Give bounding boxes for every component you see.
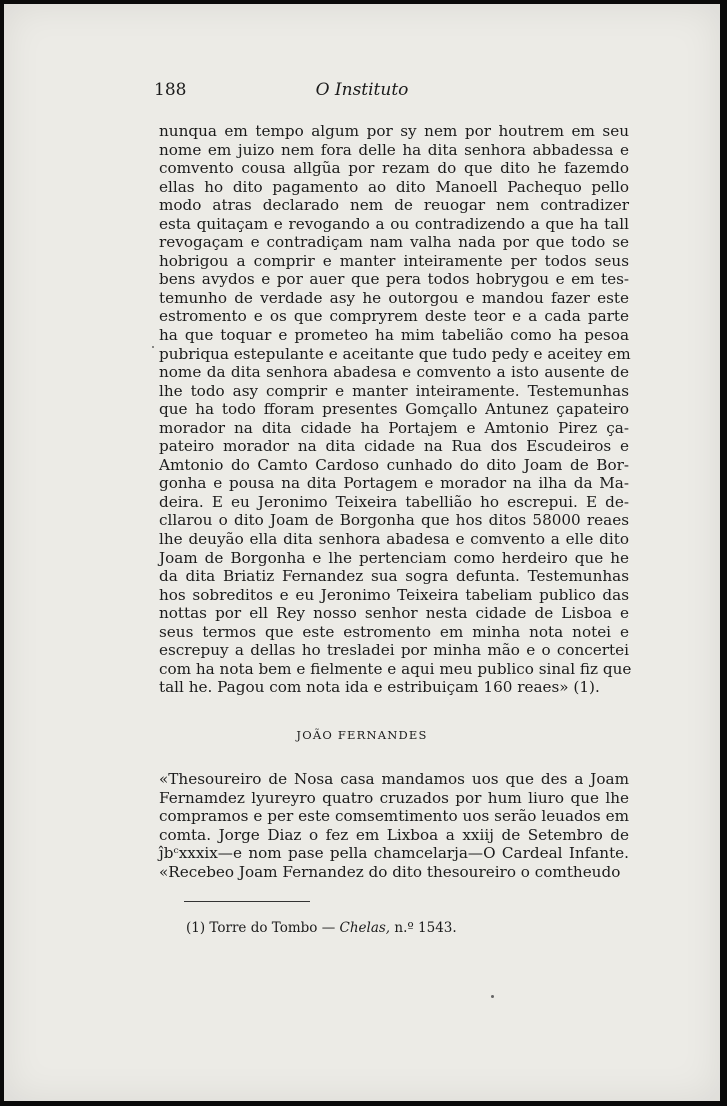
text-line: lhe deuyão ella dita senhora abadesa e comvento a elle dito: [159, 530, 629, 549]
text-line: Fernamdez lyureyro quatro cruzados por hum liuro que lhe: [159, 788, 629, 807]
text-line: nunqua em tempo algum por sy nem por houtrem em seu: [159, 122, 629, 140]
text-line: compramos e per este comsemtimento uos serão leuados em: [159, 807, 629, 826]
text-line: temunho de verdade asy he outorgou e mandou fazer este: [159, 288, 629, 307]
text-line: nome em juizo nem fora delle ha dita senhora abbadessa e: [159, 140, 629, 159]
paper-speck: [152, 346, 154, 348]
text-line: tall he. Pagou com nota ida e estribuiçam 160 reaes» (1).: [159, 678, 600, 697]
text-line: esta quitaçam e revogando a ou contradizendo a que ha tall: [159, 214, 629, 233]
text-line: nottas por ell Rey nosso senhor nesta cidade de Lisboa e: [159, 604, 629, 623]
text-line: ellas ho dito pagamento ao dito Manoell Pachequo pello: [159, 177, 629, 196]
text-line: bens avydos e por auer que pera todos hobrygou e em tes-: [159, 270, 629, 289]
text-line: gonha e pousa na dita Portagem e morador na ilha da Ma-: [159, 474, 629, 493]
footnote-text-before: Torre do Tombo —: [209, 920, 336, 936]
text-line: «Thesoureiro de Nosa casa mandamos uos que des a Joam: [159, 770, 629, 788]
text-line: Amtonio do Camto Cardoso cunhado do dito Joam de Bor-: [159, 455, 629, 474]
text-line: ha que toquar e prometeo ha mim tabelião como ha pesoa: [159, 326, 629, 345]
text-line: comvento cousa allgũa por rezam do que dito he fazemdo: [159, 159, 629, 178]
text-line: pubriqua estepulante e aceitante que tudo pedy e aceitey em: [159, 344, 631, 363]
footnote-text-after: n.º 1543.: [394, 920, 457, 936]
footnote-source: Chelas,: [339, 920, 391, 936]
letter-paragraph: [159, 770, 629, 881]
text-line: morador na dita cidade ha Portajem e Amtonio Pirez ça-: [159, 418, 629, 437]
footnote: [186, 920, 457, 936]
text-line: deira. E eu Jeronimo Teixeira tabellião ho escrepui. E de-: [159, 492, 629, 511]
text-line: escrepuy a dellas ho tresladei por minha mão e o concertei: [159, 641, 629, 660]
text-line: com ha nota bem e fielmente e aqui meu publico sinal fiz que: [159, 659, 632, 678]
text-line: pateiro morador na dita cidade na Rua dos Escudeiros e: [159, 437, 629, 456]
text-line: «Recebeo Joam Fernandez do dito thesoureiro o comtheudo: [159, 862, 621, 881]
text-line: que ha todo fforam presentes Gomçallo Antunez çapateiro: [159, 400, 629, 419]
footnote-marker: (1): [186, 920, 206, 936]
document-page: [4, 4, 720, 1101]
page-number: 188: [154, 80, 187, 100]
section-heading: JOÃO FERNANDES: [296, 728, 428, 742]
text-line: lhe todo asy comprir e manter inteiramente. Testemunhas: [159, 381, 629, 400]
text-line: hobrigou a comprir e manter inteiramente per todos seus: [159, 251, 629, 270]
text-line: estromento e os que compryrem deste teor e a cada parte: [159, 307, 629, 326]
paper-speck: [491, 995, 494, 998]
body-paragraph: [159, 122, 632, 697]
text-line: cllarou o dito Joam de Borgonha que hos ditos 58000 reaes: [159, 511, 629, 530]
text-line: nome da dita senhora abadesa e comvento a isto ausente de: [159, 363, 629, 382]
text-line: da dita Briatiz Fernandez sua sogra defunta. Testemunhas: [159, 567, 629, 586]
footnote-divider: [184, 901, 310, 902]
text-line: revogaçam e contradiçam nam valha nada por que todo se: [159, 233, 629, 252]
text-line: seus termos que este estromento em minha nota notei e: [159, 622, 629, 641]
text-line: ĵbᶜxxxix—e nom pase pella chamcelarja—O Cardeal Infante.: [159, 844, 629, 863]
text-line: modo atras declarado nem de reuogar nem contradizer: [159, 196, 629, 215]
text-line: hos sobreditos e eu Jeronimo Teixeira tabeliam publico das: [159, 585, 629, 604]
text-line: comta. Jorge Diaz o fez em Lixboa a xxiij de Setembro de: [159, 825, 629, 844]
text-line: Joam de Borgonha e lhe pertenciam como herdeiro que he: [159, 548, 629, 567]
running-title: O Instituto: [315, 80, 409, 100]
